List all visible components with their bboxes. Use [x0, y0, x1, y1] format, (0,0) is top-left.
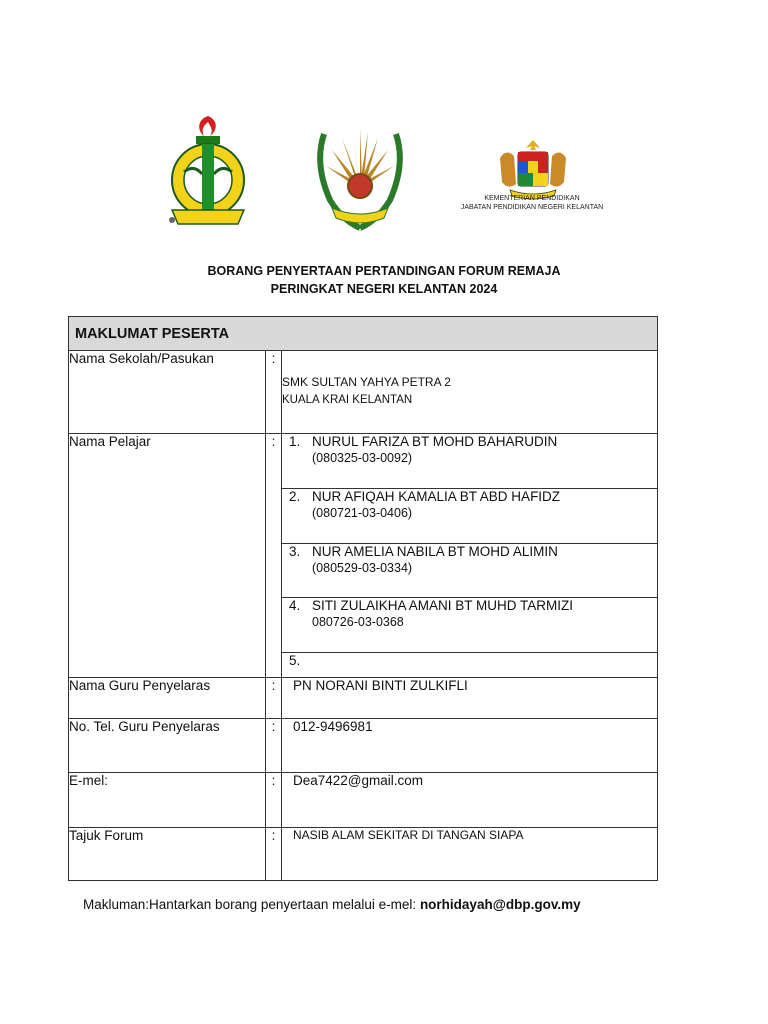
- student-field-1[interactable]: [282, 434, 658, 489]
- colon: :: [266, 351, 282, 434]
- school-field[interactable]: [282, 351, 658, 434]
- student-field-5[interactable]: [282, 653, 658, 678]
- email-field[interactable]: Dea7422@gmail.com: [282, 773, 658, 828]
- teacher-field[interactable]: PN NORANI BINTI ZULKIFLI: [282, 678, 658, 719]
- topic-field[interactable]: NASIB ALAM SEKITAR DI TANGAN SIAPA: [282, 828, 658, 881]
- malaysia-coat-of-arms: [496, 138, 570, 200]
- form-title: [0, 262, 768, 298]
- title-line1: BORANG PENYERTAAN PERTANDINGAN FORUM REMAJA: [207, 264, 561, 278]
- student-number: 5.: [289, 653, 301, 668]
- ministry-line1: KEMENTERIAN PENDIDIKAN: [484, 195, 580, 202]
- student-number: 2.: [289, 489, 301, 504]
- teacher-label: Nama Guru Penyelaras: [69, 678, 266, 719]
- student-ic: (080721-03-0406): [312, 506, 413, 520]
- title-line2: PERINGKAT NEGERI KELANTAN 2024: [270, 282, 498, 296]
- ministry-line2: JABATAN PENDIDIKAN NEGERI KELANTAN: [460, 204, 604, 211]
- logo-bar: [0, 108, 768, 238]
- student-field-4[interactable]: [282, 598, 658, 653]
- student-name: NUR AFIQAH KAMALIA BT ABD HAFIDZ: [312, 489, 561, 504]
- students-label: Nama Pelajar: [69, 434, 266, 678]
- school-label: Nama Sekolah/Pasukan: [69, 351, 266, 434]
- section-header: MAKLUMAT PESERTA: [69, 317, 658, 351]
- student-ic: (080325-03-0092): [312, 451, 413, 465]
- email-label: E-mel:: [69, 773, 266, 828]
- student-field-2[interactable]: [282, 489, 658, 544]
- student-name: NUR AMELIA NABILA BT MOHD ALIMIN: [312, 544, 558, 559]
- student-ic: 080726-03-0368: [312, 615, 404, 629]
- submission-note-text: Makluman:Hantarkan borang penyertaan melalui e-mel:: [83, 897, 420, 912]
- school-name: SMK SULTAN YAHYA PETRA 2: [282, 375, 451, 389]
- student-ic: (080529-03-0334): [312, 561, 413, 575]
- student-field-3[interactable]: [282, 544, 658, 598]
- colon: :: [266, 719, 282, 773]
- participant-form-table: [68, 316, 658, 881]
- submission-note: [83, 897, 581, 912]
- kelantan-state-emblem: [312, 124, 408, 236]
- phone-label: No. Tel. Guru Penyelaras: [69, 719, 266, 773]
- student-name: SITI ZULAIKHA AMANI BT MUHD TARMIZI: [312, 598, 574, 613]
- colon: :: [266, 773, 282, 828]
- colon: :: [266, 828, 282, 881]
- ministry-text: [440, 194, 624, 212]
- student-number: 4.: [289, 598, 301, 613]
- colon: :: [266, 678, 282, 719]
- school-location: KUALA KRAI KELANTAN: [282, 394, 413, 406]
- kgmmb-logo: [164, 114, 252, 232]
- phone-field[interactable]: 012-9496981: [282, 719, 658, 773]
- colon: :: [266, 434, 282, 678]
- submission-email-link[interactable]: norhidayah@dbp.gov.my: [419, 897, 581, 912]
- student-name: NURUL FARIZA BT MOHD BAHARUDIN: [312, 434, 558, 449]
- student-number: 1.: [289, 434, 301, 449]
- topic-label: Tajuk Forum: [69, 828, 266, 881]
- student-number: 3.: [289, 544, 301, 559]
